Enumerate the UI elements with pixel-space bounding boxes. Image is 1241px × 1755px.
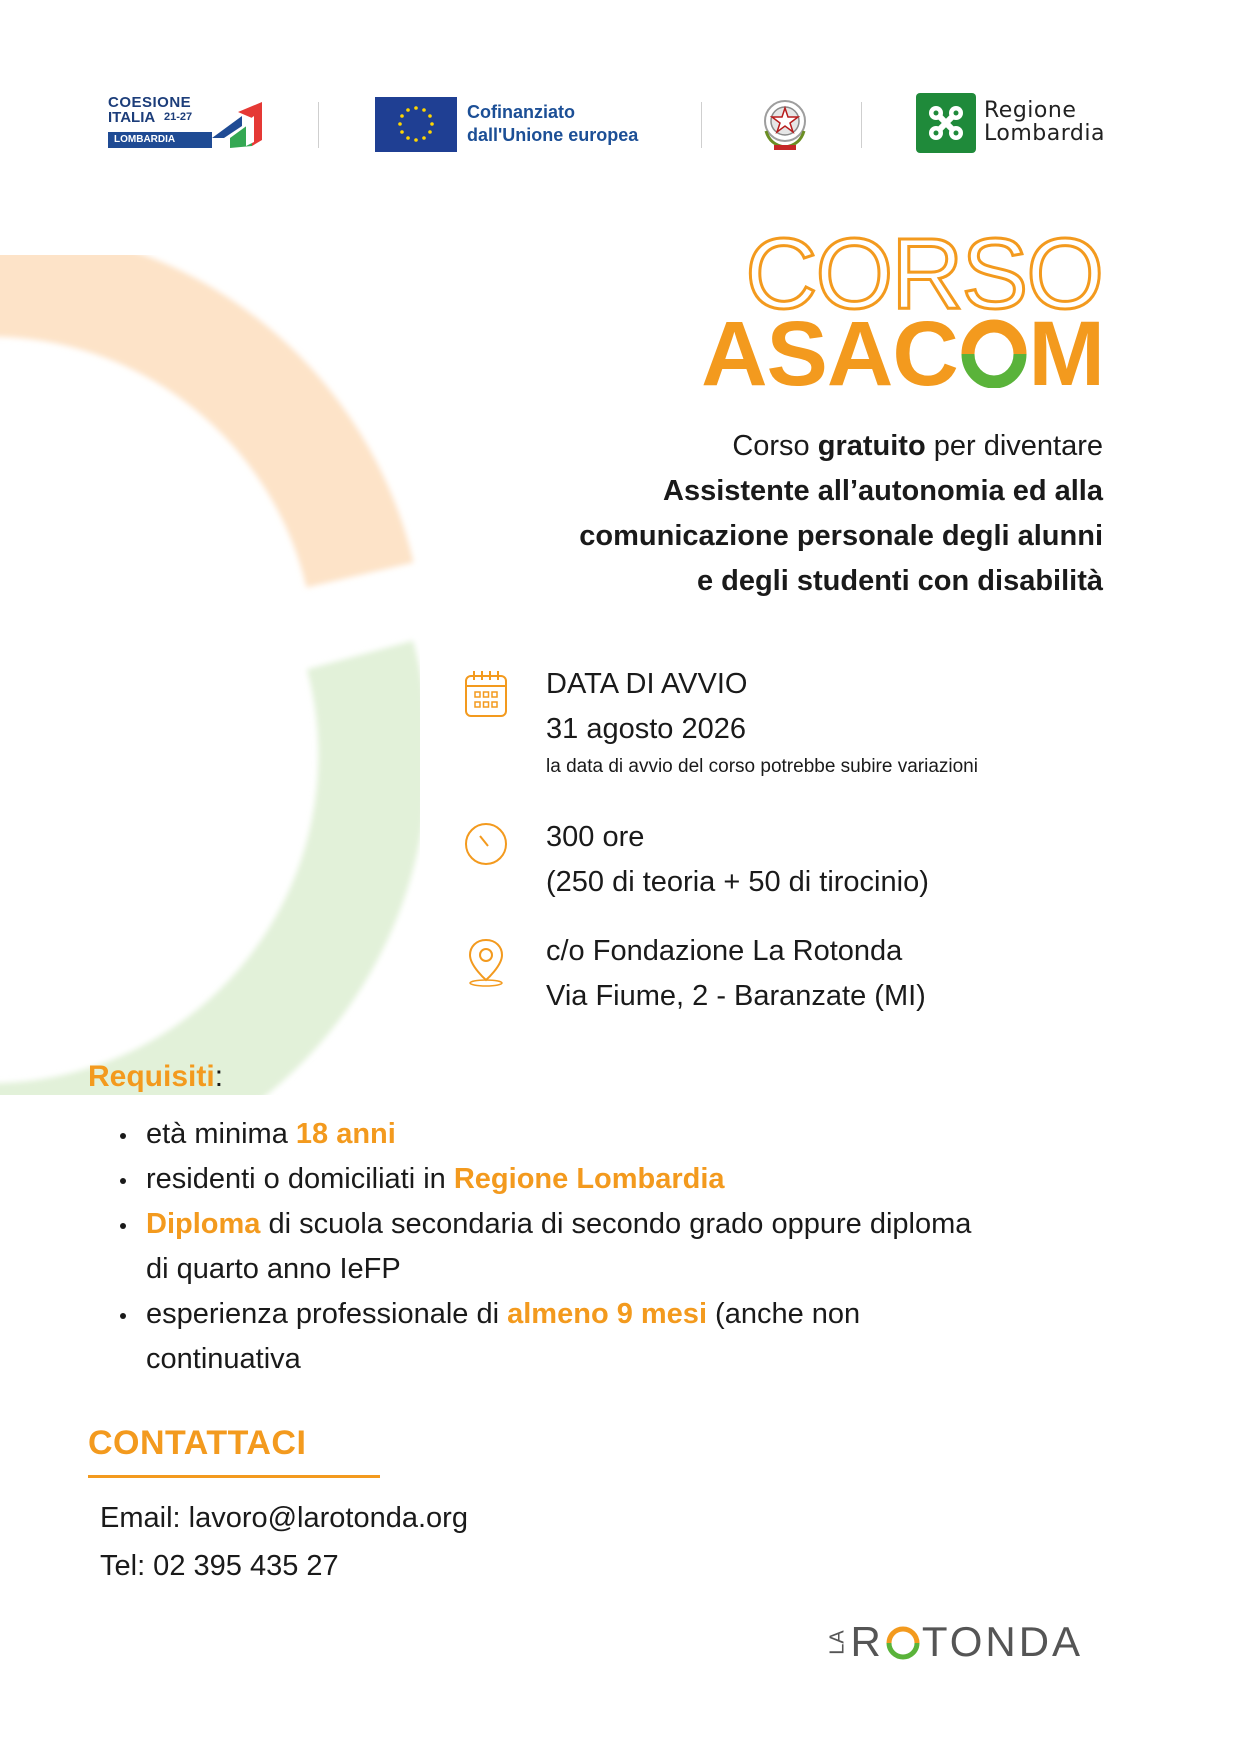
- la-rotonda-prefix: LA: [826, 1629, 849, 1655]
- coesione-years: 21-27: [164, 111, 193, 123]
- coesione-italia-logo: [108, 94, 268, 154]
- requirement-item-residence: residenti o domiciliati in Regione Lombardia: [88, 1157, 1148, 1202]
- asacom-ring-o-icon: [960, 316, 1028, 388]
- location-pin-icon: [462, 936, 510, 988]
- title-asacom-o: [958, 308, 1029, 400]
- requirements-heading: Requisiti:: [88, 1060, 224, 1093]
- contact-title: CONTATTACI: [88, 1424, 307, 1462]
- logo-separator: [861, 102, 862, 148]
- bullet: [120, 1133, 126, 1139]
- regione-lombardia-rose-icon: [916, 93, 976, 153]
- background-ring-decoration: [0, 255, 420, 1095]
- bullet: [120, 1223, 126, 1229]
- start-date-block: [546, 662, 978, 780]
- duration-block: [546, 815, 929, 905]
- requirement-item-experience: esperienza professionale di almeno 9 mesi (anche non continuativa: [88, 1292, 1148, 1382]
- start-date-value: 31 agosto 2026: [546, 713, 746, 745]
- requirement-item-diploma: Diploma di scuola secondaria di secondo grado oppure diploma di quarto anno IeFP: [88, 1202, 1148, 1292]
- la-rotonda-o: [884, 1622, 922, 1662]
- regione-line2: Lombardia: [984, 121, 1105, 146]
- title-asacom-part2: M: [1028, 303, 1104, 405]
- la-rotonda-tonda: TONDA: [921, 1618, 1084, 1665]
- contact-details: [100, 1494, 468, 1590]
- intro-line3: comunicazione personale degli alunni: [579, 520, 1103, 552]
- contact-underline: [88, 1475, 380, 1478]
- title-corso: CORSO: [745, 218, 1102, 330]
- bullet: [120, 1178, 126, 1184]
- regione-lombardia-logo: [916, 93, 1126, 153]
- eu-line2: dall'Unione europea: [467, 125, 639, 145]
- logo-separator: [318, 102, 319, 148]
- bullet: [120, 1313, 126, 1319]
- course-intro: [403, 424, 1103, 604]
- start-date-note: la data di avvio del corso potrebbe subire variazioni: [546, 756, 978, 777]
- logo-separator: [701, 102, 702, 148]
- intro-free-highlight: gratuito: [817, 430, 926, 462]
- la-rotonda-r: R: [850, 1618, 884, 1665]
- coesione-line2: ITALIA: [108, 109, 156, 126]
- title-asacom: [701, 303, 1104, 405]
- requirements-title: Requisiti: [88, 1060, 215, 1093]
- intro-line4: e degli studenti con disabilità: [696, 565, 1103, 597]
- clock-icon: [462, 818, 510, 870]
- la-rotonda-ring-icon: [886, 1626, 920, 1660]
- location-block: [546, 929, 926, 1019]
- regione-line1: Regione: [984, 98, 1077, 123]
- eu-cofunded-logo: [375, 97, 645, 152]
- intro-line2: Assistente all’autonomia ed alla: [663, 475, 1103, 507]
- coesione-line1: COESIONE: [108, 94, 192, 111]
- italian-republic-emblem-icon: [758, 95, 812, 153]
- intro-line1: Corso gratuito per diventare: [732, 430, 1103, 462]
- contact-email[interactable]: Email: lavoro@larotonda.org: [100, 1502, 468, 1534]
- start-date-label: DATA DI AVVIO: [546, 668, 748, 700]
- eu-flag-icon: [375, 97, 457, 152]
- italy-flag-arrow-icon: [192, 96, 272, 154]
- duration-detail: (250 di teoria + 50 di tirocinio): [546, 866, 929, 898]
- calendar-icon: [462, 668, 510, 720]
- coesione-region: LOMBARDIA: [114, 134, 176, 145]
- title-asacom-part1: ASAC: [701, 303, 958, 405]
- contact-phone[interactable]: Tel: 02 395 435 27: [100, 1550, 339, 1582]
- requirements-list: [88, 1112, 1148, 1382]
- location-line1: c/o Fondazione La Rotonda: [546, 935, 903, 967]
- requirement-item-age: età minima 18 anni: [88, 1112, 1148, 1157]
- eu-line1: Cofinanziato: [467, 102, 575, 122]
- duration-hours: 300 ore: [546, 821, 645, 853]
- la-rotonda-logo: [826, 1618, 1083, 1668]
- location-line2: Via Fiume, 2 - Baranzate (MI): [546, 980, 926, 1012]
